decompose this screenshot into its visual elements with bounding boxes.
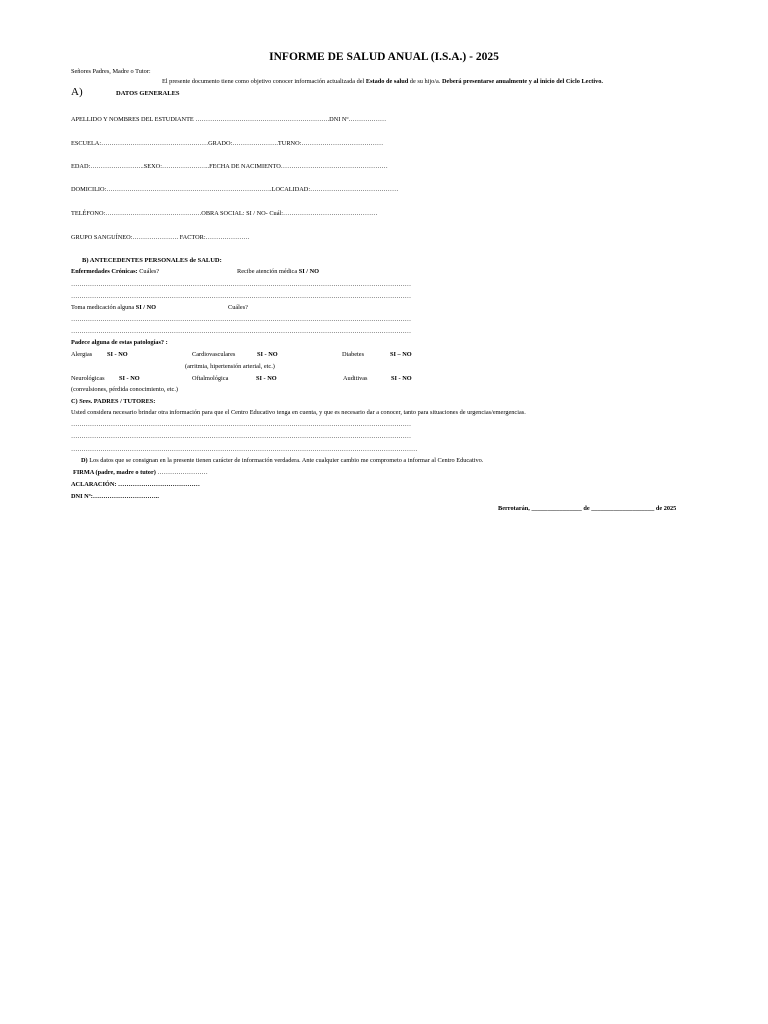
medical-care-row [237,268,319,276]
cardiovascular-note: (arritmia, hipertensión arterial, etc.) [185,363,275,370]
dotted-line: ……………………………………………………………………………………………………………………………………………… [71,293,412,300]
field-school-grade-shift: ESCUELA:……………………………………………GRADO:………………….TURNO:………………………………… [71,140,384,147]
field-blood-group-factor: GRUPO SANGUÍNEO:…………………. FACTOR:………………… [71,234,250,241]
place-date-line: Berrotarán, ________________ de ____________________ de 2025 [498,505,677,512]
document-title: INFORME DE SALUD ANUAL (I.S.A.) - 2025 [269,51,499,63]
section-d-paragraph [81,457,483,465]
cardiovascular-options: SI - NO [257,351,278,358]
section-a-heading: DATOS GENERALES [116,90,180,97]
section-c-text: Usted considera necesario brindar otra información para que el Centro Educativo tenga en cuenta, y que es necesario dar a conocer, tanto para situaciones de urgencias/emergencias. [71,409,526,416]
chronic-diseases-question: Cuáles? [137,268,160,275]
greeting: Señores Padres, Madre o Tutor: [71,68,151,75]
diabetes-options: SI – NO [390,351,412,358]
dni-field: DNI Nº:………………………….. [71,493,159,500]
dotted-line: ……………………………………………………………………………………………………………………………………………… [71,328,412,335]
field-phone-insurance: TELÉFONO:……………………………………….OBRA SOCIAL: SI / NO- Cuál:……………………………………… [71,210,378,217]
auditory-label: Auditivas [343,375,368,382]
medical-care-options: SI / NO [298,268,320,275]
field-student-name-dni: APELLIDO Y NOMBRES DEL ESTUDIANTE ……………………………………………………….DNI Nº……………… [71,116,387,123]
dotted-line: ……………………………………………………………………………………………………………………………………………… [71,281,412,288]
intro-bold-requirement: Deberá presentarse anualmente y al inicio del Ciclo Lectivo. [442,78,603,85]
intro-text-1: El presente documento tiene como objetivo conocer información actualizada del [162,78,366,85]
ophthalmologic-label: Oftalmológica [192,375,229,382]
chronic-diseases-row [71,268,159,276]
intro-paragraph [162,78,603,86]
dotted-line: ……………………………………………………………………………………………………………………………………………… [71,316,412,323]
medication-question: Cuáles? [228,304,248,311]
neurological-label: Neurológicas [71,375,105,382]
signature-label: FIRMA (padre, madre o tutor) [73,469,156,476]
neurological-options: SI - NO [119,375,140,382]
medication-row [71,304,156,312]
cardiovascular-label: Cardiovasculares [192,351,236,358]
section-b-heading: B) ANTECEDENTES PERSONALES de SALUD: [82,257,222,264]
dotted-line: ………………………………………………………………………………………………………………………………………………… [71,446,418,453]
section-d-text: Los datos que se consignan en la presente tienen carácter de información verdadera. Ante cualquier cambio me comprometo a informar al Centro Educativo. [87,457,484,464]
intro-bold-health: Estado de salud [365,78,409,85]
diabetes-label: Diabetes [342,351,365,358]
intro-text-2: de su hijo/a. [408,78,442,85]
dotted-line: ……………………………………………………………………………………………………………………………………………… [71,421,412,428]
section-c-heading: C) Sres. PADRES / TUTORES: [71,398,156,405]
auditory-options: SI - NO [391,375,412,382]
neurological-note: (convulsiones, pérdida conocimiento, etc.) [71,386,179,393]
signature-dots: …………………… [155,469,208,476]
allergies-options: SI - NO [107,351,128,358]
section-a-letter: A) [71,86,83,98]
allergies-label: Alergias [71,351,93,358]
clarification-field: ACLARACIÓN: ………………………………… [71,481,200,488]
chronic-diseases-label: Enfermedades Crónicas: [71,268,138,275]
field-age-sex-birthdate: EDAD:……………………..SEXO:…………………..FECHA DE NACIMIENTO…………………………………………… [71,163,388,170]
dotted-line: ……………………………………………………………………………………………………………………………………………… [71,433,412,440]
medication-label: Toma medicación alguna [71,304,136,311]
medical-care-label: Recibe atención médica [237,268,299,275]
medication-options: SI / NO [135,304,157,311]
field-address-locality: DOMICILIO:…………………………………………………………………….LOCALIDAD:…………………………………… [71,186,399,193]
section-d-letter: D) [81,457,88,464]
ophthalmologic-options: SI - NO [256,375,277,382]
signature-line [73,469,208,477]
pathologies-heading: Padece alguna de estas patologías? : [71,339,168,346]
